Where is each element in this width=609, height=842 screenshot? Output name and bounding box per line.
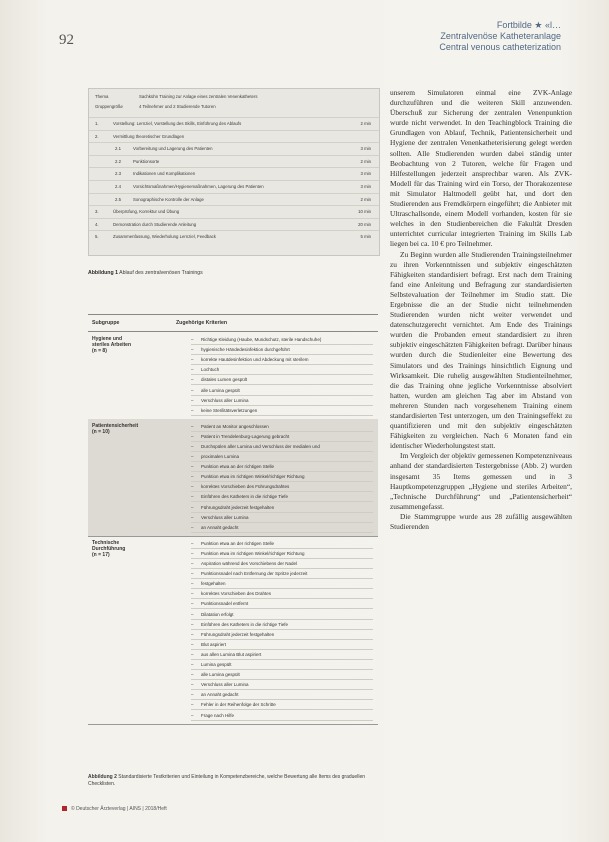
schedule-step-number: 3. xyxy=(95,209,99,215)
criteria-item: – korrektes Vorschieben des Drahtes xyxy=(191,589,373,599)
criteria-item: – Blut aspiriert xyxy=(191,640,373,650)
gruppe-value: 4 Teilnehmer und 2 Studierende Tutoren xyxy=(139,104,216,109)
schedule-step-number: 4. xyxy=(95,221,99,227)
criteria-item: – Punktion etwa im richtigen Winkel/richtiger Richtung xyxy=(191,472,373,482)
criteria-item: – Dilatation erfolgt xyxy=(191,610,373,620)
criteria-item: – Fehler in der Reihenfolge der Schritte xyxy=(191,700,373,710)
schedule-row xyxy=(89,193,379,204)
schedule-row xyxy=(89,155,379,166)
figure-1-text: Ablauf des zentralvenösen Trainings xyxy=(119,270,203,276)
running-head-line-3: Central venous catheterization xyxy=(439,42,561,52)
criteria-item: – festgehalten xyxy=(191,579,373,589)
criteria-item: – Patient an Monitor angeschlossen xyxy=(191,422,373,432)
criteria-group-name: Hygiene und steriles Arbeiten (n = 8) xyxy=(92,336,131,355)
criteria-item: – proximalen Lumina xyxy=(191,452,373,462)
publisher-mark-icon xyxy=(62,806,67,811)
criteria-table-header xyxy=(88,314,378,332)
schedule-step-duration: 2 min xyxy=(360,196,371,202)
criteria-item: – Verschluss aller Lumina xyxy=(191,680,373,690)
body-paragraph: Zu Beginn wurden alle Studierenden Trainingsteilnehmer zu ihren Vorkenntnissen und subjektiv eingeschätzten Fähigkeiten standardisiert befragt. Erst nach dem Training fand eine Anleitung und Befragung zur standardisierten Selbstevaluation der Teilnehmer im Studio statt. Die Ergebnisse die an der Studie nicht teilnehmenden Studierenden wurden nicht weiter verwendet und datenschutzgerecht vernichtet. Am Ende des Trainings wurden die Probanden erneut standardisiert zu ihren subjektiv eingeschätzten Fähigkeiten befragt. Darüber hinaus wurden durch die Studienleiter eine Bewertung des Simulators und des Trainings hinsichtlich Eignung und Wirksamkeit. Die ruhelig ausgewählten Studienteilnehmer, die das Training ohne jegliche Vorkenntnisse absolviert hatten, wurden am gleichen Tag aber im Abstand von mehreren Stunden nach vorgesehenem Training einem standardisierten Test unterzogen, um den Trainingseffekt zu quantifizieren und mit den subjektiv eingeschätzten Fähigkeiten zu vergleichen. Nach 6 Monaten fand ein identischer Wiederholungstest statt. xyxy=(390,249,572,451)
schedule-step-duration: 3 min xyxy=(360,184,371,189)
criteria-group-name: Technische Durchführung (n = 17) xyxy=(92,539,126,559)
criteria-item: – korrekte Hautdesinfektion und Abdeckung mit sterilem xyxy=(191,355,373,365)
criteria-item: – Verschluss aller Lumina xyxy=(191,396,373,406)
criteria-item: – Verschluss aller Lumina xyxy=(191,513,373,523)
criteria-item: – hygienische Händedesinfektion durchgeführt xyxy=(191,345,373,355)
criteria-item: – Punktion etwa im richtigen Winkel/richtiger Richtung xyxy=(191,549,373,559)
criteria-item: – Führungsdraht jederzeit festgehalten xyxy=(191,503,373,513)
criteria-item: – Frage nach Hilfe xyxy=(191,711,373,721)
page-number: 92 xyxy=(59,32,74,48)
body-text-column xyxy=(390,88,572,532)
criteria-item: – Richtige Kleidung (Haube, Mundschutz, sterile Handschuhe) xyxy=(191,335,373,345)
criteria-item: – Punktionsnadel nach Entfernung der Spritze jederzeit xyxy=(191,569,373,579)
schedule-step-text: Punktionsorte xyxy=(133,158,160,164)
schedule-step-text: Zusammenfassung, Wiederholung Lernziel, Feedback xyxy=(113,234,216,240)
body-paragraph: Die Stammgruppe wurde aus 28 zufällig ausgewählten Studierenden xyxy=(390,511,572,532)
footer xyxy=(62,806,167,812)
thema-value: Sachkühn Training zur Anlage eines zentralen Venenkatheters xyxy=(139,94,258,99)
schedule-row xyxy=(89,205,379,216)
figure-2-text: Standardisierte Testkriterien und Einteilung in Kompetenzbereiche, welche Bewertung alle Items des graduellen Checklisten. xyxy=(88,774,365,787)
schedule-step-number: 2.2 xyxy=(115,158,121,164)
schedule-step-number: 2.4 xyxy=(115,184,121,189)
schedule-step-duration: 3 min xyxy=(360,171,371,177)
criteria-item: – Punktion etwa an der richtigen Stelle xyxy=(191,539,373,549)
schedule-step-duration: 5 min xyxy=(360,234,371,240)
schedule-step-duration: 2 min xyxy=(360,121,371,126)
thema-label: Thema xyxy=(95,94,109,99)
figure-1-label: Abbildung 1 xyxy=(88,270,118,276)
training-schedule-table xyxy=(88,88,380,256)
schedule-row xyxy=(89,180,379,191)
criteria-item: – alle Lumina gespült xyxy=(191,670,373,680)
criteria-group xyxy=(88,536,378,725)
criteria-item: – Durchspülen aller Lumina und Verschluss der medialen und xyxy=(191,442,373,452)
body-paragraph: unserem Simulatoren einmal eine ZVK-Anlage durchzuführen und die weiteren Skill anzuwenden. Überschuß zur Sicherung der zentralen Venenpunktion wurde nicht verwendet. In den Teachingblock Training die Grundlagen von Ablauf, Technik, Patientensicherheit und Hygiene der zentralen Venenkatheterisierung gelegt werden sollten. Alle Studierenden wurden dabei ständig unter Beobachtung von 2 Tutoren, welche für Fragen und Hilfestellungen jederzeit ansprechbar waren. Als ZVK-Modell für das Training wird ein Torso, der Thorakozentese mit Simulator Haltmodell geübt hat, und dort den Studierenden aus Fremdkörpern eingeführt; die Anbieter mit Ultraschallsonde, einem Modell vorhanden, kosten für sie welches in den Studienbereichen die Fakultät Dresden unterrichtet curricular integrierten Training im Skills Lab liegen bei ca. 10 € pro Teilnehmer. xyxy=(390,88,572,249)
schedule-row xyxy=(89,142,379,153)
schedule-step-number: 2.3 xyxy=(115,171,121,177)
criteria-group-name: Patientensicherheit (n = 10) xyxy=(92,422,139,435)
criteria-item: – keine Sterilitätsverletzungen xyxy=(191,406,373,416)
schedule-step-duration: 3 min xyxy=(360,146,371,152)
criteria-group xyxy=(88,419,378,537)
schedule-row xyxy=(89,218,379,229)
running-head xyxy=(439,20,561,53)
schedule-step-number: 2. xyxy=(95,133,99,139)
criteria-item: – korrektes Vorschieben des Führungsdrahtes xyxy=(191,482,373,492)
schedule-step-duration: 20 min xyxy=(358,221,371,227)
schedule-step-text: Überprüfung, Korrektur und Übung xyxy=(113,209,180,215)
schedule-step-number: 2.1 xyxy=(115,146,121,152)
figure-1-caption xyxy=(88,270,203,276)
criteria-item: – an Annaht gedacht xyxy=(191,523,373,533)
schedule-row xyxy=(89,130,379,141)
criteria-item: – Führungsdraht jederzeit festgehalten xyxy=(191,630,373,640)
criteria-item: – distales Lumen gespült xyxy=(191,375,373,385)
criteria-item: – Punktionsnadel entfernt xyxy=(191,599,373,609)
schedule-step-number: 1. xyxy=(95,121,99,126)
criteria-item: – Aspiration während des Vorschiebens der Nadel xyxy=(191,559,373,569)
schedule-step-duration: 2 min xyxy=(360,158,371,164)
criteria-item: – alle Lumina gespült xyxy=(191,386,373,396)
schedule-step-text: Sonographische Kontrolle der Anlage xyxy=(133,196,204,202)
schedule-step-text: Vermittlung theoretischer Grundlagen xyxy=(113,133,185,139)
running-head-line-2: Zentralvenöse Katheteranlage xyxy=(440,31,561,41)
criteria-table xyxy=(88,314,378,842)
schedule-step-duration: 10 min xyxy=(358,209,371,215)
criteria-item: – Patient in Trendelenburg-Lagerung gebracht xyxy=(191,432,373,442)
criteria-item: – Einführen des Katheters in die richtige Tiefe xyxy=(191,492,373,502)
criteria-item: – Punktion etwa an der richtigen Stelle xyxy=(191,462,373,472)
gruppe-label: Gruppengröße xyxy=(95,104,123,109)
schedule-step-text: Vorsichtsmaßnahmen/Hygienemaßnahmen, Lagerung des Patienten xyxy=(133,184,264,189)
criteria-group xyxy=(88,332,378,420)
schedule-row xyxy=(89,117,379,128)
schedule-step-text: Vorbereitung und Lagerung des Patienten xyxy=(133,146,213,152)
criteria-item: – aus allen Lumina Blut aspiriert xyxy=(191,650,373,660)
figure-2-caption xyxy=(88,774,378,788)
schedule-row xyxy=(89,230,379,241)
footer-text: © Deutscher Ärzteverlag | AINS | 2018/Heft xyxy=(71,806,167,812)
schedule-step-text: Indikationen und Komplikationen xyxy=(133,171,196,177)
col-subgruppe: Subgruppe xyxy=(92,320,120,326)
schedule-step-number: 5. xyxy=(95,234,99,240)
schedule-step-text: Vorstellung: Lernziel, Vorstellung des Skills, Einführung des Ablaufs xyxy=(113,121,242,126)
schedule-step-text: Demonstration durch Studierende Anleitung xyxy=(113,221,197,227)
criteria-item: – Lumina gespült xyxy=(191,660,373,670)
criteria-item: – Lochtuch xyxy=(191,365,373,375)
schedule-row xyxy=(89,167,379,178)
criteria-item: – Einführen des Katheters in die richtige Tiefe xyxy=(191,620,373,630)
body-paragraph: Im Vergleich der objektiv gemessenen Kompetenzniveaus anhand der standardisierten Testergebnisse (Abb. 2) wurden insgesamt 35 Items gemessen und in 3 Hauptkompetenzgruppen „Hygiene und steriles Arbeiten“, „Technische Durchführung“ und „Patientensicherheit“ zusammengefasst. xyxy=(390,451,572,511)
criteria-item: – an Annaht gedacht xyxy=(191,690,373,700)
figure-2-label: Abbildung 2 xyxy=(88,774,117,780)
running-head-line-1: Fortbilde ★ «l… xyxy=(496,20,561,30)
col-kriterien: Zugehörige Kriterien xyxy=(176,320,228,326)
schedule-step-number: 2.5 xyxy=(115,196,121,202)
